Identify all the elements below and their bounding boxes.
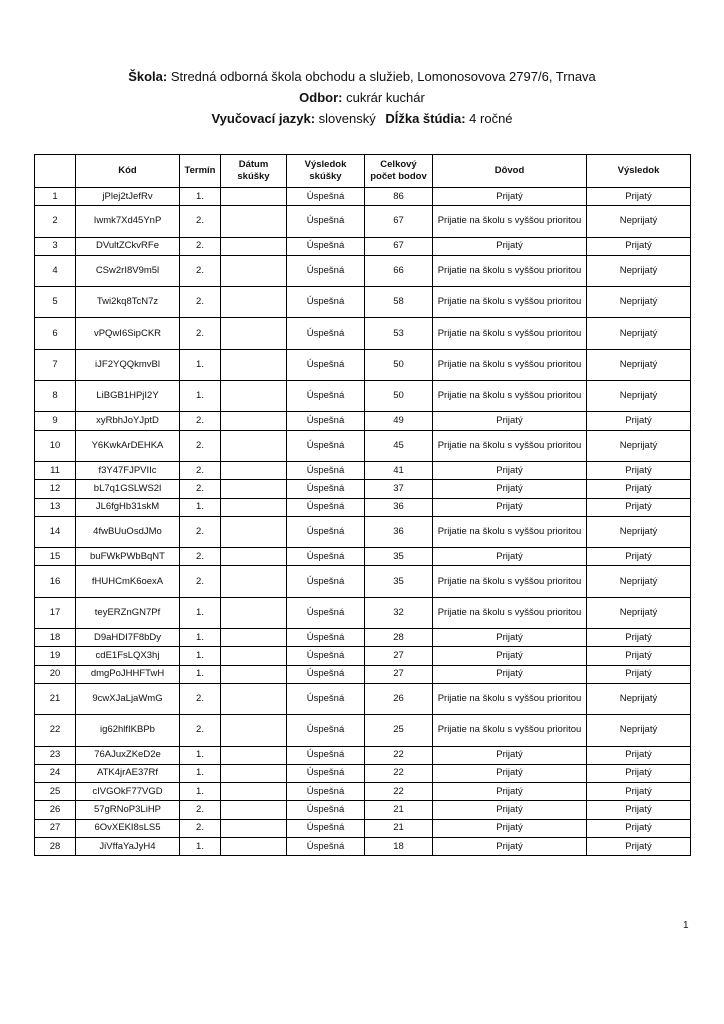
row-index: 4 [35,255,76,286]
row-index: 14 [35,516,76,547]
row-dovod: Prijatie na školu s vyššou prioritou [433,715,587,746]
row-datum [221,665,287,683]
row-kod: buFWkPWbBqNT [76,548,180,566]
row-kod: 4fwBUuOsdJMo [76,516,180,547]
row-dovod: Prijatý [433,783,587,801]
row-dovod: Prijatý [433,237,587,255]
row-vysledok-skusky: Úspešná [287,801,365,819]
row-dovod: Prijatý [433,665,587,683]
row-index: 7 [35,349,76,380]
row-datum [221,629,287,647]
row-index: 1 [35,188,76,206]
row-datum [221,498,287,516]
row-kod: teyERZnGN7Pf [76,597,180,628]
row-vysledok: Prijatý [587,838,691,856]
row-body: 36 [365,516,433,547]
row-vysledok-skusky: Úspešná [287,480,365,498]
row-index: 22 [35,715,76,746]
row-dovod: Prijatie na školu s vyššou prioritou [433,597,587,628]
language-label: Vyučovací jazyk: [211,111,316,126]
row-dovod: Prijatý [433,412,587,430]
page-number: 1 [683,920,689,931]
row-vysledok-skusky: Úspešná [287,597,365,628]
row-body: 22 [365,764,433,782]
row-kod: ATK4jrAE37Rf [76,764,180,782]
table-row [35,237,691,255]
row-index: 28 [35,838,76,856]
row-vysledok-skusky: Úspešná [287,516,365,547]
row-termin: 2. [180,548,221,566]
col-header-kod: Kód [76,155,180,188]
row-kod: ig62hlfIKBPb [76,715,180,746]
row-body: 37 [365,480,433,498]
row-body: 35 [365,548,433,566]
row-kod: f3Y47FJPVIIc [76,461,180,479]
row-vysledok: Neprijatý [587,597,691,628]
table-row [35,255,691,286]
row-datum [221,430,287,461]
row-termin: 2. [180,206,221,237]
row-body: 25 [365,715,433,746]
row-index: 5 [35,287,76,318]
row-vysledok-skusky: Úspešná [287,746,365,764]
row-vysledok: Prijatý [587,461,691,479]
row-datum [221,206,287,237]
row-vysledok: Prijatý [587,548,691,566]
row-body: 58 [365,287,433,318]
row-dovod: Prijatý [433,647,587,665]
row-dovod: Prijatý [433,461,587,479]
row-index: 18 [35,629,76,647]
row-termin: 2. [180,255,221,286]
row-index: 9 [35,412,76,430]
field-label: Odbor: [299,90,343,105]
row-vysledok: Neprijatý [587,683,691,714]
row-kod: Iwmk7Xd45YnP [76,206,180,237]
table-row [35,287,691,318]
row-kod: CSw2rI8V9m5l [76,255,180,286]
row-dovod: Prijatý [433,819,587,837]
row-vysledok: Prijatý [587,629,691,647]
row-datum [221,566,287,597]
row-datum [221,819,287,837]
row-datum [221,801,287,819]
row-vysledok: Neprijatý [587,516,691,547]
table-row [35,715,691,746]
row-vysledok-skusky: Úspešná [287,819,365,837]
row-kod: JL6fgHb31skM [76,498,180,516]
row-dovod: Prijatie na školu s vyššou prioritou [433,516,587,547]
row-termin: 2. [180,480,221,498]
row-datum [221,783,287,801]
row-vysledok-skusky: Úspešná [287,683,365,714]
row-termin: 1. [180,498,221,516]
row-vysledok-skusky: Úspešná [287,430,365,461]
language-value: slovenský [318,111,376,126]
row-vysledok: Prijatý [587,188,691,206]
row-datum [221,381,287,412]
row-vysledok: Prijatý [587,237,691,255]
row-termin: 2. [180,461,221,479]
row-index: 23 [35,746,76,764]
row-vysledok: Prijatý [587,783,691,801]
row-datum [221,764,287,782]
row-termin: 2. [180,237,221,255]
row-vysledok-skusky: Úspešná [287,629,365,647]
row-termin: 2. [180,819,221,837]
row-vysledok: Neprijatý [587,715,691,746]
col-header-body: Celkový počet bodov [365,155,433,188]
row-body: 21 [365,819,433,837]
row-index: 8 [35,381,76,412]
row-vysledok-skusky: Úspešná [287,349,365,380]
row-datum [221,548,287,566]
table-row [35,412,691,430]
row-kod: bL7q1GSLWS2l [76,480,180,498]
row-vysledok: Prijatý [587,764,691,782]
row-index: 21 [35,683,76,714]
row-vysledok: Prijatý [587,819,691,837]
row-body: 67 [365,237,433,255]
table-body [35,188,691,856]
row-index: 25 [35,783,76,801]
row-datum [221,480,287,498]
row-vysledok-skusky: Úspešná [287,318,365,349]
row-dovod: Prijatie na školu s vyššou prioritou [433,566,587,597]
row-kod: LiBGB1HPjI2Y [76,381,180,412]
row-vysledok-skusky: Úspešná [287,838,365,856]
school-label: Škola: [128,69,168,84]
row-termin: 2. [180,683,221,714]
col-header-termin: Termín [180,155,221,188]
row-dovod: Prijatie na školu s vyššou prioritou [433,430,587,461]
row-vysledok-skusky: Úspešná [287,287,365,318]
row-datum [221,715,287,746]
row-index: 19 [35,647,76,665]
row-kod: 6OvXEKI8sLS5 [76,819,180,837]
row-vysledok-skusky: Úspešná [287,665,365,683]
table-row [35,206,691,237]
row-kod: 9cwXJaLjaWmG [76,683,180,714]
row-vysledok: Neprijatý [587,318,691,349]
row-body: 66 [365,255,433,286]
school-value: Stredná odborná škola obchodu a služieb, Lomonosovova 2797/6, Trnava [170,69,596,84]
row-vysledok: Prijatý [587,480,691,498]
row-vysledok-skusky: Úspešná [287,412,365,430]
table-row [35,430,691,461]
row-termin: 1. [180,783,221,801]
row-index: 2 [35,206,76,237]
row-body: 18 [365,838,433,856]
row-datum [221,838,287,856]
row-body: 53 [365,318,433,349]
row-body: 22 [365,783,433,801]
row-termin: 1. [180,838,221,856]
row-vysledok: Neprijatý [587,381,691,412]
col-header-datum: Dátum skúšky [221,155,287,188]
row-vysledok-skusky: Úspešná [287,548,365,566]
row-vysledok: Neprijatý [587,255,691,286]
row-datum [221,188,287,206]
row-index: 6 [35,318,76,349]
table-row [35,683,691,714]
col-header-index [35,155,76,188]
row-termin: 1. [180,665,221,683]
row-vysledok: Neprijatý [587,287,691,318]
results-table [34,154,691,856]
row-datum [221,647,287,665]
col-header-dovod: Dôvod [433,155,587,188]
row-body: 21 [365,801,433,819]
row-vysledok: Prijatý [587,801,691,819]
row-dovod: Prijatý [433,629,587,647]
row-body: 36 [365,498,433,516]
row-index: 24 [35,764,76,782]
duration-label: Dĺžka štúdia: [385,111,466,126]
row-body: 35 [365,566,433,597]
table-row [35,647,691,665]
row-dovod: Prijatie na školu s vyššou prioritou [433,318,587,349]
table-row [35,838,691,856]
row-index: 15 [35,548,76,566]
row-dovod: Prijatý [433,746,587,764]
row-datum [221,461,287,479]
row-datum [221,255,287,286]
row-kod: DVultZCkvRFe [76,237,180,255]
table-row [35,783,691,801]
row-dovod: Prijatie na školu s vyššou prioritou [433,683,587,714]
row-vysledok-skusky: Úspešná [287,237,365,255]
row-kod: iJF2YQQkmvBl [76,349,180,380]
row-vysledok-skusky: Úspešná [287,715,365,746]
row-index: 3 [35,237,76,255]
row-kod: D9aHDI7F8bDy [76,629,180,647]
field-value: cukrár kuchár [346,90,425,105]
row-index: 27 [35,819,76,837]
row-index: 12 [35,480,76,498]
row-datum [221,516,287,547]
table-row [35,461,691,479]
row-vysledok: Prijatý [587,498,691,516]
row-body: 22 [365,746,433,764]
col-header-vysledok: Výsledok [587,155,691,188]
duration-value: 4 ročné [469,111,513,126]
row-dovod: Prijatie na školu s vyššou prioritou [433,381,587,412]
row-body: 28 [365,629,433,647]
row-dovod: Prijatý [433,838,587,856]
table-row [35,819,691,837]
row-body: 32 [365,597,433,628]
row-vysledok-skusky: Úspešná [287,498,365,516]
table-row [35,188,691,206]
row-termin: 2. [180,801,221,819]
row-dovod: Prijatý [433,548,587,566]
row-kod: 57gRNoP3LiHP [76,801,180,819]
row-datum [221,287,287,318]
row-termin: 2. [180,430,221,461]
row-kod: xyRbhJoYJptD [76,412,180,430]
row-index: 20 [35,665,76,683]
row-vysledok-skusky: Úspešná [287,783,365,801]
document-header [0,66,724,129]
row-vysledok-skusky: Úspešná [287,381,365,412]
row-termin: 1. [180,188,221,206]
row-termin: 1. [180,349,221,380]
row-vysledok: Prijatý [587,412,691,430]
row-body: 27 [365,665,433,683]
row-termin: 2. [180,516,221,547]
row-datum [221,237,287,255]
row-kod: Twi2kq8TcN7z [76,287,180,318]
school-line [0,66,724,87]
row-dovod: Prijatie na školu s vyššou prioritou [433,206,587,237]
table-row [35,665,691,683]
field-line [0,87,724,108]
row-body: 50 [365,349,433,380]
row-termin: 1. [180,629,221,647]
row-dovod: Prijatie na školu s vyššou prioritou [433,287,587,318]
row-vysledok: Prijatý [587,647,691,665]
row-vysledok-skusky: Úspešná [287,647,365,665]
table-row [35,381,691,412]
row-vysledok-skusky: Úspešná [287,461,365,479]
row-index: 10 [35,430,76,461]
row-kod: 76AJuxZKeD2e [76,746,180,764]
row-body: 86 [365,188,433,206]
table-row [35,764,691,782]
row-body: 45 [365,430,433,461]
row-dovod: Prijatý [433,480,587,498]
row-body: 27 [365,647,433,665]
row-termin: 2. [180,566,221,597]
row-kod: dmgPoJHHFTwH [76,665,180,683]
row-vysledok-skusky: Úspešná [287,764,365,782]
table-row [35,566,691,597]
table-row [35,516,691,547]
row-vysledok-skusky: Úspešná [287,188,365,206]
row-vysledok: Neprijatý [587,566,691,597]
row-dovod: Prijatý [433,188,587,206]
row-kod: jPlej2tJefRv [76,188,180,206]
row-index: 17 [35,597,76,628]
row-datum [221,683,287,714]
row-kod: JiVffaYaJyH4 [76,838,180,856]
row-termin: 1. [180,381,221,412]
row-index: 26 [35,801,76,819]
language-duration-line [0,108,724,129]
row-datum [221,746,287,764]
row-datum [221,349,287,380]
table-row [35,629,691,647]
row-vysledok: Neprijatý [587,206,691,237]
row-body: 67 [365,206,433,237]
row-index: 16 [35,566,76,597]
table-header-row [35,155,691,188]
row-termin: 2. [180,715,221,746]
row-kod: cIVGOkF77VGD [76,783,180,801]
row-dovod: Prijatý [433,801,587,819]
row-index: 11 [35,461,76,479]
row-vysledok-skusky: Úspešná [287,566,365,597]
row-termin: 1. [180,764,221,782]
table-row [35,597,691,628]
row-kod: fHUHCmK6oexA [76,566,180,597]
row-dovod: Prijatie na školu s vyššou prioritou [433,255,587,286]
row-index: 13 [35,498,76,516]
row-vysledok-skusky: Úspešná [287,206,365,237]
row-vysledok: Neprijatý [587,430,691,461]
table-row [35,746,691,764]
row-vysledok-skusky: Úspešná [287,255,365,286]
row-dovod: Prijatie na školu s vyššou prioritou [433,349,587,380]
col-header-vysledok-skusky: Výsledok skúšky [287,155,365,188]
table-row [35,318,691,349]
row-datum [221,318,287,349]
table-row [35,349,691,380]
row-dovod: Prijatý [433,498,587,516]
row-kod: cdE1FsLQX3hj [76,647,180,665]
row-body: 49 [365,412,433,430]
row-datum [221,597,287,628]
row-termin: 2. [180,412,221,430]
row-termin: 2. [180,318,221,349]
row-body: 26 [365,683,433,714]
row-kod: Y6KwkArDEHKA [76,430,180,461]
row-termin: 1. [180,597,221,628]
row-termin: 2. [180,287,221,318]
table-row [35,548,691,566]
row-datum [221,412,287,430]
row-vysledok: Prijatý [587,665,691,683]
row-dovod: Prijatý [433,764,587,782]
row-vysledok: Prijatý [587,746,691,764]
row-body: 50 [365,381,433,412]
table-row [35,480,691,498]
table-row [35,498,691,516]
row-kod: vPQwI6SipCKR [76,318,180,349]
row-vysledok: Neprijatý [587,349,691,380]
row-body: 41 [365,461,433,479]
row-termin: 1. [180,746,221,764]
row-termin: 1. [180,647,221,665]
table-row [35,801,691,819]
